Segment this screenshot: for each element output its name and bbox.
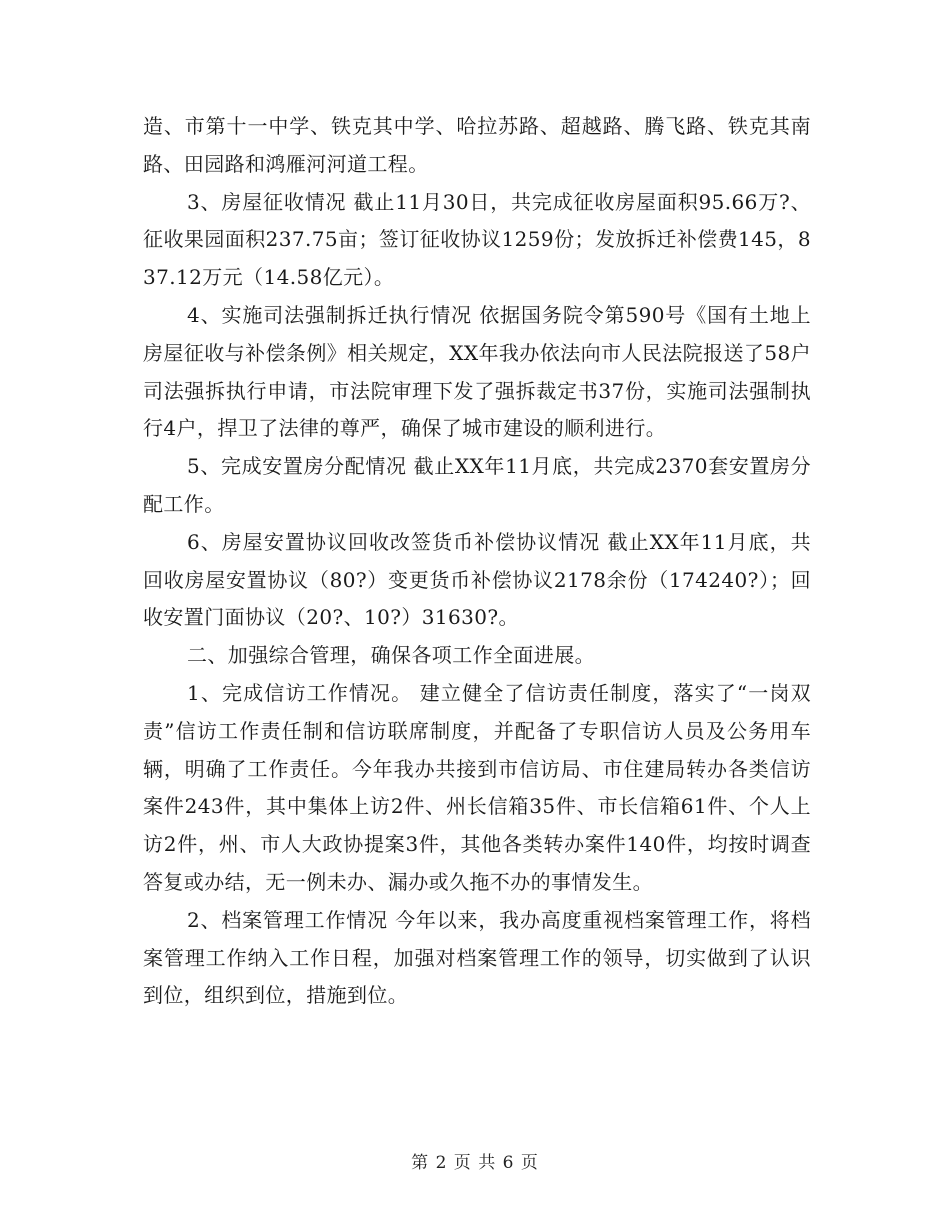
paragraph-petition-work: 1、完成信访工作情况。 建立健全了信访责任制度，落实了“一岗双责”信访工作责任制和信访联席制度，并配备了专职信访人员及公务用车辆，明确了工作责任。今年我办共接到市信访局、市住建局转办各类信访案件243件，其中集体上访2件、州长信箱35件、市长信箱61件、个人上访2件，州、市人大政协提案3件，其他各类转办案件140件，均按时调查答复或办结，无一例未办、漏办或久拖不办的事情发生。 <box>143 680 811 894</box>
paragraph-judicial-demolition: 4、实施司法强制拆迁执行情况 依据国务院令第590号《国有土地上房屋征收与补偿条例》相关规定，XX年我办依法向市人民法院报送了58户司法强拆执行申请，市法院审理下发了强拆裁定书37份，实施司法强制执行4户，捍卫了法律的尊严，确保了城市建设的顺利进行。 <box>143 302 811 441</box>
document-body <box>143 108 811 1015</box>
section-heading-comprehensive-management: 二、加强综合管理，确保各项工作全面进展。 <box>187 643 595 668</box>
paragraph-archive-management: 2、档案管理工作情况 今年以来，我办高度重视档案管理工作，将档案管理工作纳入工作日程，加强对档案管理工作的领导，切实做到了认识到位，组织到位，措施到位。 <box>143 907 811 1008</box>
paragraph-agreement-recovery: 6、房屋安置协议回收改签货币补偿协议情况 截止XX年11月底，共回收房屋安置协议（80?）变更货币补偿协议2178余份（174240?）；回收安置门面协议（20?、10?）31630?。 <box>143 529 811 630</box>
paragraph-continuation: 造、市第十一中学、铁克其中学、哈拉苏路、超越路、腾飞路、铁克其南路、田园路和鸿雁河河道工程。 <box>143 114 811 176</box>
page-footer <box>0 1148 950 1173</box>
paragraph-housing-acquisition: 3、房屋征收情况 截止11月30日，共完成征收房屋面积95.66万?、征收果园面积237.75亩；签订征收协议1259份；发放拆迁补偿费145，837.12万元（14.58亿元）。 <box>143 189 811 290</box>
page-number-label: 第 2 页 共 6 页 <box>411 1153 539 1173</box>
paragraph-resettlement-allocation: 5、完成安置房分配情况 截止XX年11月底，共完成2370套安置房分配工作。 <box>143 454 811 516</box>
